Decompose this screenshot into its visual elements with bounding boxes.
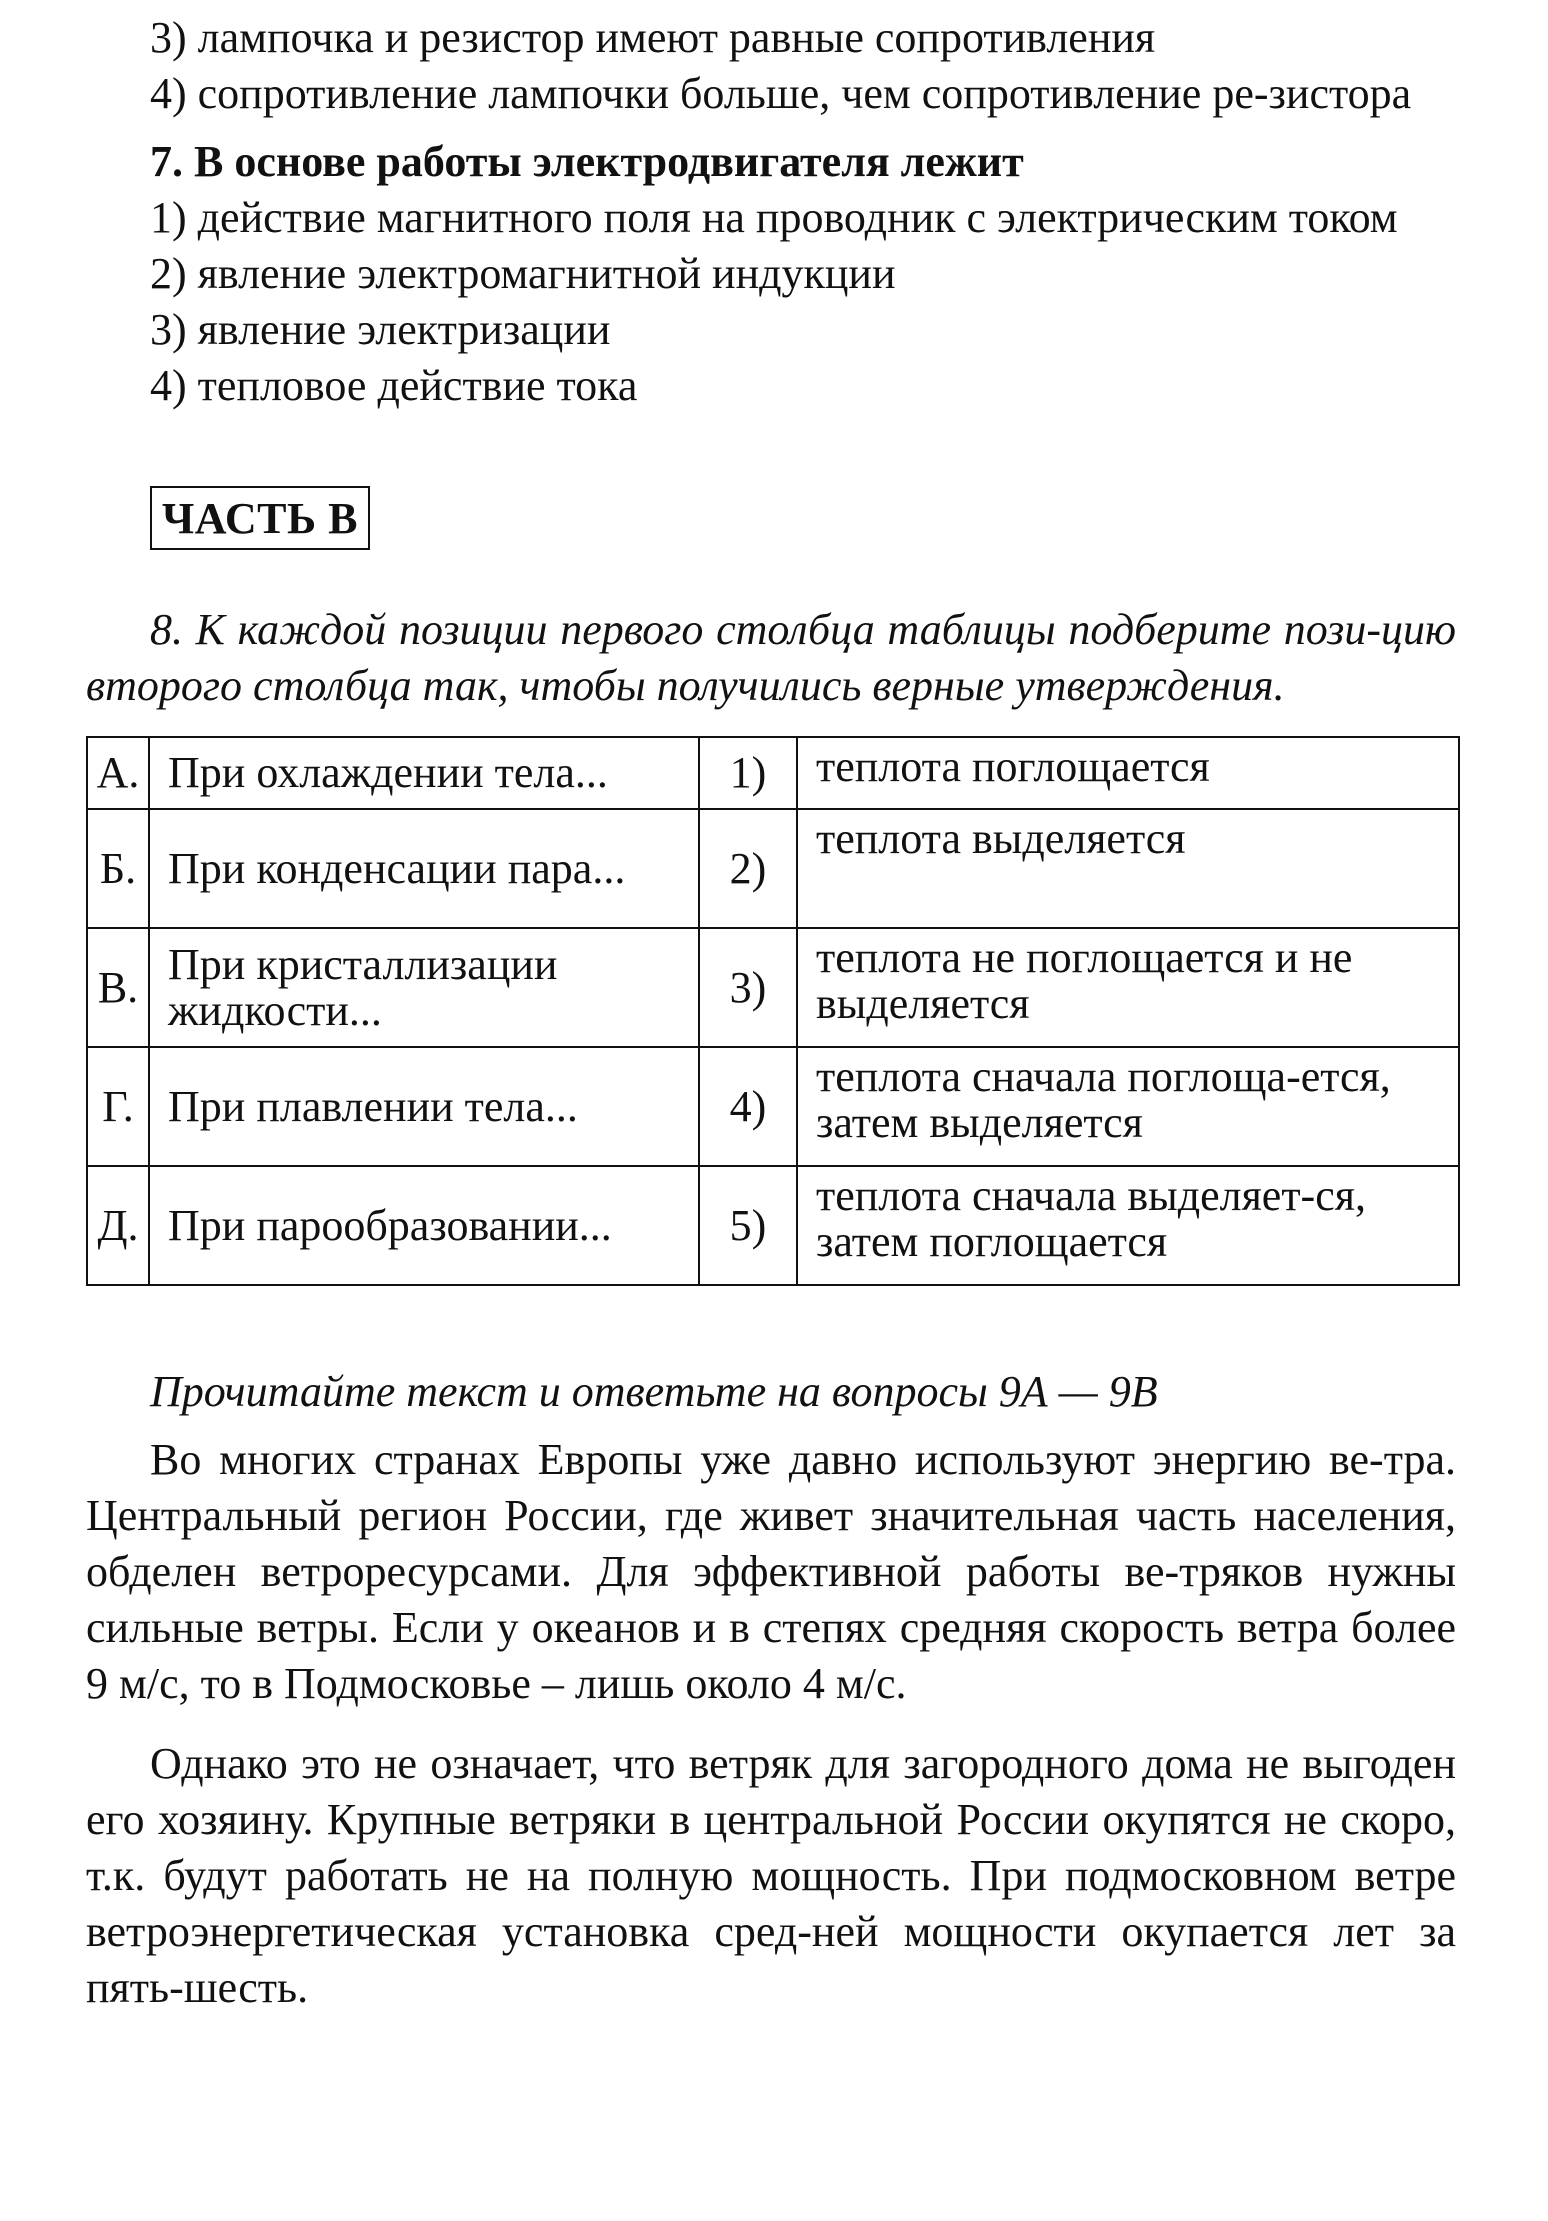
table-row xyxy=(87,928,1459,1047)
row-letter: А. xyxy=(87,737,149,809)
q7-option-2: 2) явление электромагнитной индукции xyxy=(150,249,896,298)
row-letter: Б. xyxy=(87,809,149,928)
table-row xyxy=(87,737,1459,809)
q8-instruction: 8. К каждой позиции первого столбца таблицы подберите пози-цию второго столбца так, чтобы получились верные утверждения. xyxy=(86,605,1456,710)
row-answer: теплота поглощается xyxy=(797,737,1459,809)
q6-option-3: 3) лампочка и резистор имеют равные сопротивления xyxy=(150,13,1156,62)
section-b-heading: ЧАСТЬ В xyxy=(150,486,370,550)
table-row xyxy=(87,1166,1459,1285)
row-statement: При кристаллизации жидкости... xyxy=(149,928,699,1047)
reading-paragraph-2: Однако это не означает, что ветряк для загородного дома не выгоден его хозяину. Крупные ветряки в центральной России окупятся не скоро, т.к. будут работать не на полную мощность. При подмосковном ветре ветроэнергетическая установка сред-ней мощности окупается лет за пять-шесть. xyxy=(86,1739,1456,2012)
row-statement: При охлаждении тела... xyxy=(149,737,699,809)
q7-option-1: 1) действие магнитного поля на проводник с электрическим током xyxy=(150,193,1398,242)
row-number: 4) xyxy=(699,1047,797,1166)
row-letter: В. xyxy=(87,928,149,1047)
matching-table xyxy=(86,736,1460,1286)
row-number: 1) xyxy=(699,737,797,809)
q6-option-4: 4) сопротивление лампочки больше, чем сопротивление ре-зистора xyxy=(150,69,1412,118)
row-answer: теплота сначала поглоща-ется, затем выделяется xyxy=(797,1047,1459,1166)
row-answer: теплота не поглощается и не выделяется xyxy=(797,928,1459,1047)
row-statement: При парообразовании... xyxy=(149,1166,699,1285)
row-number: 3) xyxy=(699,928,797,1047)
row-letter: Д. xyxy=(87,1166,149,1285)
document-page xyxy=(86,10,1456,2016)
row-number: 2) xyxy=(699,809,797,928)
table-row xyxy=(87,1047,1459,1166)
row-number: 5) xyxy=(699,1166,797,1285)
reading-paragraph-1: Во многих странах Европы уже давно используют энергию ве-тра. Центральный регион России, где живет значительная часть населения, обделен ветроресурсами. Для эффективной работы ве-тряков нужны сильные ветры. Если у океанов и в степях средняя скорость ветра более 9 м/с, то в Подмосковье – лишь около 4 м/с. xyxy=(86,1435,1456,1708)
row-statement: При конденсации пара... xyxy=(149,809,699,928)
row-letter: Г. xyxy=(87,1047,149,1166)
row-answer: теплота сначала выделяет-ся, затем поглощается xyxy=(797,1166,1459,1285)
table-row xyxy=(87,809,1459,928)
row-statement: При плавлении тела... xyxy=(149,1047,699,1166)
q7-option-4: 4) тепловое действие тока xyxy=(150,361,638,410)
q7-option-3: 3) явление электризации xyxy=(150,305,611,354)
reading-title: Прочитайте текст и ответьте на вопросы 9А — 9В xyxy=(150,1367,1158,1416)
row-answer: теплота выделяется xyxy=(797,809,1459,928)
q7-title: 7. В основе работы электродвигателя лежит xyxy=(150,137,1024,186)
